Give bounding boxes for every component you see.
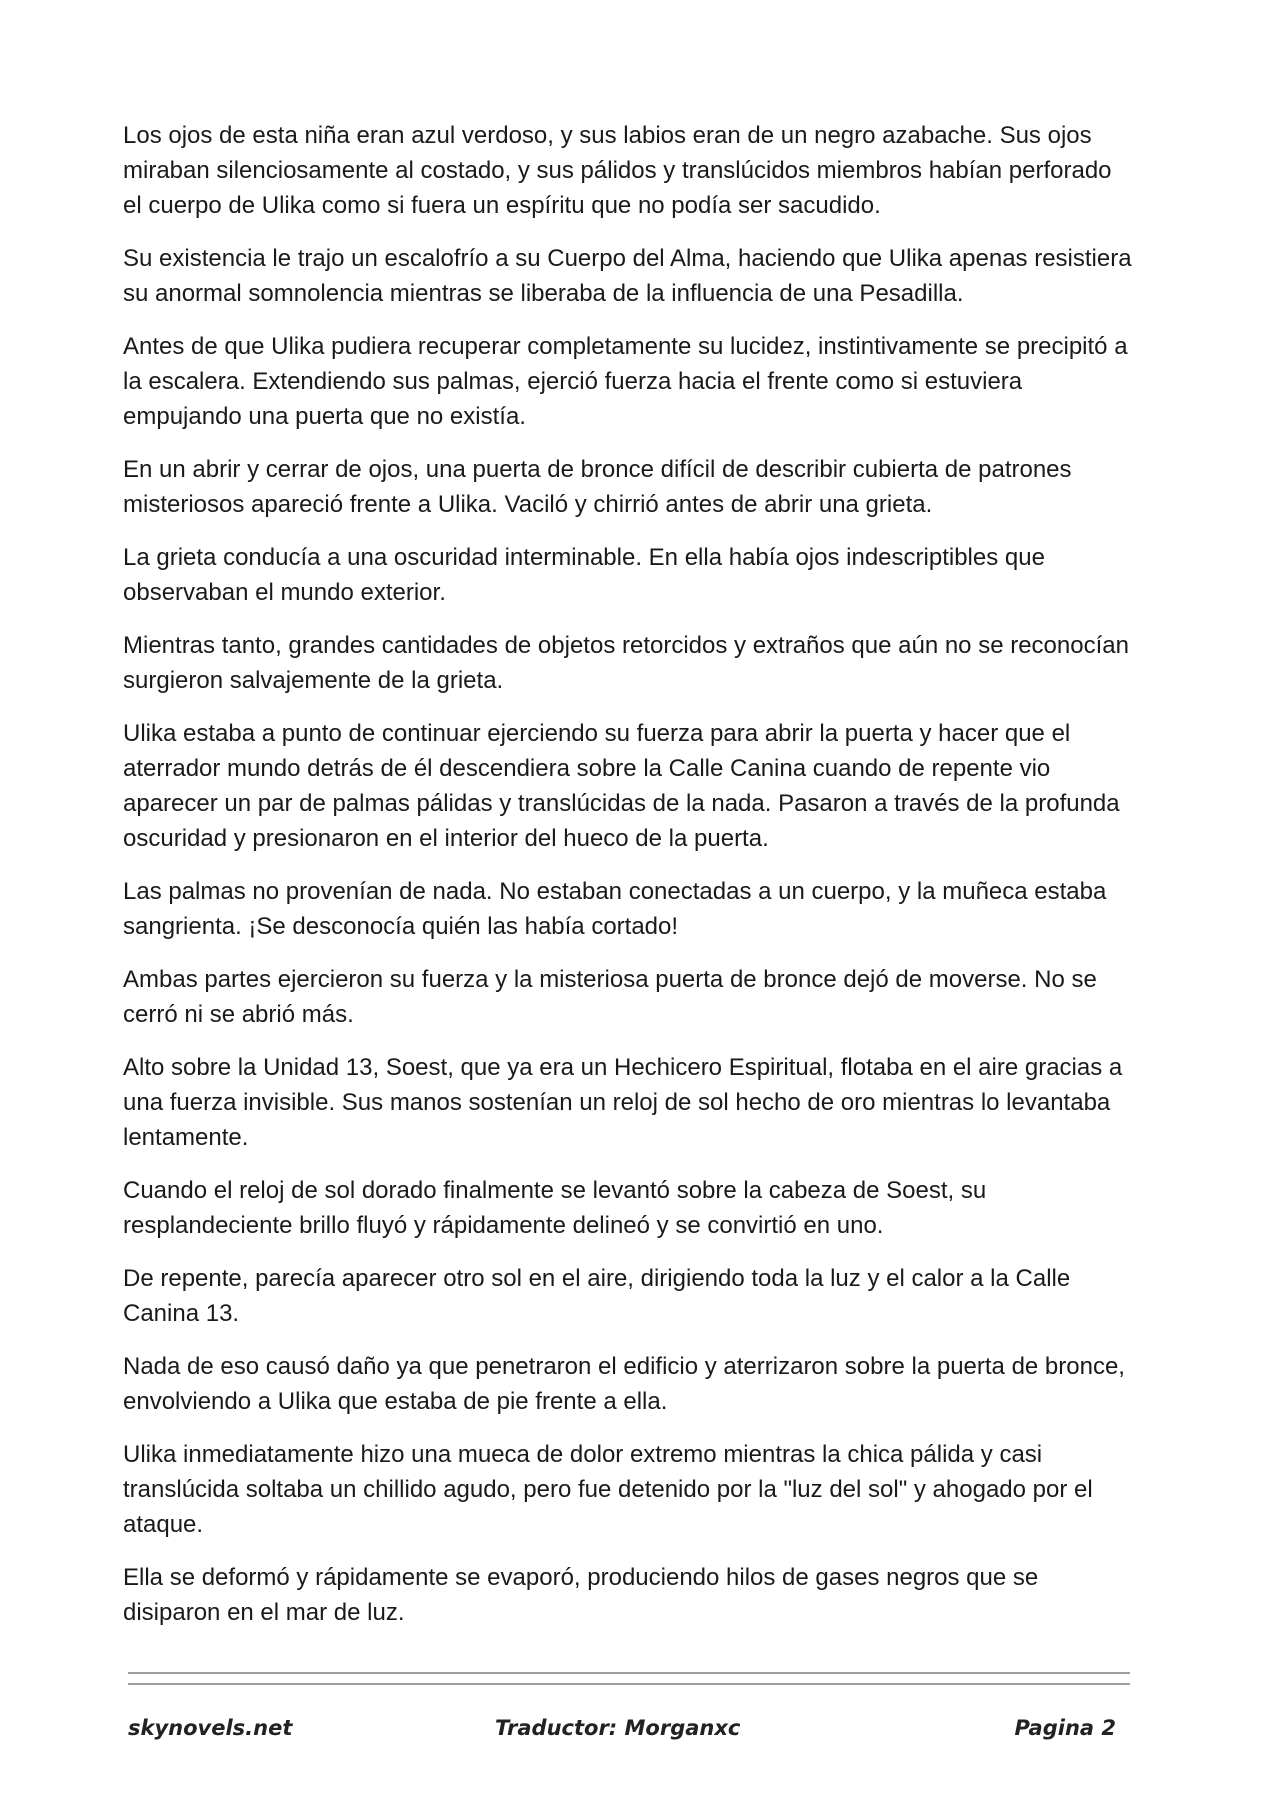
footer-page-number: Pagina 2 xyxy=(1014,1716,1116,1740)
paragraph-3: Antes de que Ulika pudiera recuperar completamente su lucidez, instintivamente se precipitó a la escalera. Extendiendo sus palmas, ejerció fuerza hacia el frente como si estuviera empujando una puerta que no existía. xyxy=(123,333,1128,430)
footer-site: skynovels.net xyxy=(128,1716,293,1740)
paragraph-12: De repente, parecía aparecer otro sol en el aire, dirigiendo toda la luz y el calor a la Calle Canina 13. xyxy=(123,1265,1071,1327)
paragraph-15: Ella se deformó y rápidamente se evaporó, produciendo hilos de gases negros que se disiparon en el mar de luz. xyxy=(123,1564,1039,1626)
page-footer xyxy=(128,1716,1128,1750)
paragraph-5: La grieta conducía a una oscuridad interminable. En ella había ojos indescriptibles que observaban el mundo exterior. xyxy=(123,544,1045,606)
paragraph-11: Cuando el reloj de sol dorado finalmente se levantó sobre la cabeza de Soest, su resplandeciente brillo fluyó y rápidamente delineó y se convirtió en uno. xyxy=(123,1177,987,1239)
paragraph-13: Nada de eso causó daño ya que penetraron el edificio y aterrizaron sobre la puerta de bronce, envolviendo a Ulika que estaba de pie frente a ella. xyxy=(123,1353,1125,1415)
paragraph-1: Los ojos de esta niña eran azul verdoso, y sus labios eran de un negro azabache. Sus ojos miraban silenciosamente al costado, y sus pálidos y translúcidos miembros habían perforado el cuerpo de Ulika como si fuera un espíritu que no podía ser sacudido. xyxy=(123,122,1112,219)
paragraph-9: Ambas partes ejercieron su fuerza y la misteriosa puerta de bronce dejó de moverse. No se cerró ni se abrió más. xyxy=(123,966,1097,1028)
paragraph-10: Alto sobre la Unidad 13, Soest, que ya era un Hechicero Espiritual, flotaba en el aire gracias a una fuerza invisible. Sus manos sostenían un reloj de sol hecho de oro mientras lo levantaba lentamente. xyxy=(123,1054,1123,1151)
paragraph-6: Mientras tanto, grandes cantidades de objetos retorcidos y extraños que aún no se reconocían surgieron salvajemente de la grieta. xyxy=(123,632,1129,694)
paragraph-4: En un abrir y cerrar de ojos, una puerta de bronce difícil de describir cubierta de patrones misteriosos apareció frente a Ulika. Vaciló y chirrió antes de abrir una grieta. xyxy=(123,456,1072,518)
footer-divider-top xyxy=(128,1672,1130,1674)
footer-translator: Traductor: Morganxc xyxy=(495,1716,741,1740)
footer-divider-bottom xyxy=(128,1683,1130,1685)
body-text xyxy=(123,118,1133,1648)
paragraph-8: Las palmas no provenían de nada. No estaban conectadas a un cuerpo, y la muñeca estaba sangrienta. ¡Se desconocía quién las había cortado! xyxy=(123,878,1107,940)
paragraph-14: Ulika inmediatamente hizo una mueca de dolor extremo mientras la chica pálida y casi translúcida soltaba un chillido agudo, pero fue detenido por la "luz del sol" y ahogado por el ataque. xyxy=(123,1441,1093,1538)
paragraph-7: Ulika estaba a punto de continuar ejerciendo su fuerza para abrir la puerta y hacer que el aterrador mundo detrás de él descendiera sobre la Calle Canina cuando de repente vio aparecer un par de palmas pálidas y translúcidas de la nada. Pasaron a través de la profunda oscuridad y presionaron en el interior del hueco de la puerta. xyxy=(123,720,1120,852)
paragraph-2: Su existencia le trajo un escalofrío a su Cuerpo del Alma, haciendo que Ulika apenas resistiera su anormal somnolencia mientras se liberaba de la influencia de una Pesadilla. xyxy=(123,245,1132,307)
